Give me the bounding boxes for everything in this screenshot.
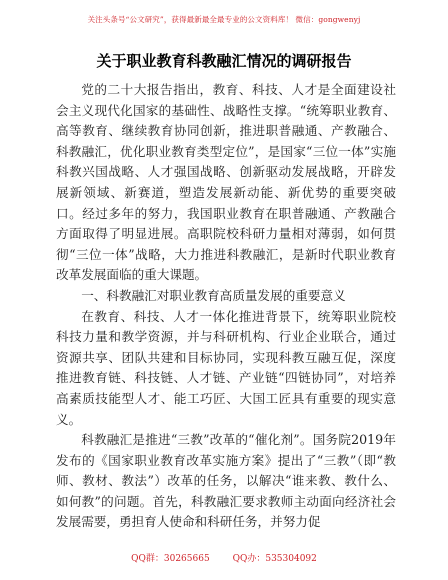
paragraph-background: 在教育、科技、人才一体化推进背景下，统筹职业院校科技力量和教学资源，并与科研机构、行业企业联合，通过资源共享、团队共建和目标协同，实现科教互融互促，深度推进教育链、科技链、人才链、产业链“四链协同”，对培养高素质技能型人才、能工巧匠、大国工匠具有重要的现实意义。 (56, 308, 396, 427)
paragraph-intro: 党的二十大报告指出，教育、科技、人才是全面建设社会主义现代化国家的基础性、战略性支撑。“统筹职业教育、高等教育、继续教育协同创新，推进职普融通、产教融合、科教融汇，优化职业教育类型定位”，是国家“三位一体”实施科教兴国战略、人才强国战略、创新驱动发展战略，开辟发展新领域、新赛道，塑造发展新动能、新优势的重要突破口。经过多年的努力，我国职业教育在职普融通、产教融合方面取得了明显进展。高职院校科研力量相对薄弱，如何贯彻“三位一体”战略，大力推进科教融汇，是新时代职业教育改革发展面临的重大课题。 (56, 82, 396, 283)
footer-qq-label-1: QQ群： (131, 554, 164, 564)
document-body (56, 80, 396, 533)
footer-qq-value-2: 535304092 (265, 554, 317, 564)
document-title: 关于职业教育科教融汇情况的调研报告 (96, 52, 352, 70)
paragraph-catalyst: 科教融汇是推进“三教”改革的“催化剂”。国务院2019年发布的《国家职业教育改革实施方案》提出了“三教”（即“教师、教材、教法”）改革的任务，以解决“谁来教、教什么、如何教”的问题。首先，科教融汇要求教师主动面向经济社会发展需要，勇担育人使命和科研任务，并努力促 (56, 432, 396, 530)
section-heading: 一、科教融汇对职业教育高质量发展的重要意义 (81, 287, 346, 303)
header-banner: 关注头条号“公文研究”，获得最新最全最专业的公文资料库！ 微信：gongwenyj (87, 15, 361, 24)
footer-qq-value-1: 30265665 (163, 554, 210, 564)
footer-banner (0, 551, 448, 564)
footer-qq-label-2: QQ办： (232, 554, 266, 564)
